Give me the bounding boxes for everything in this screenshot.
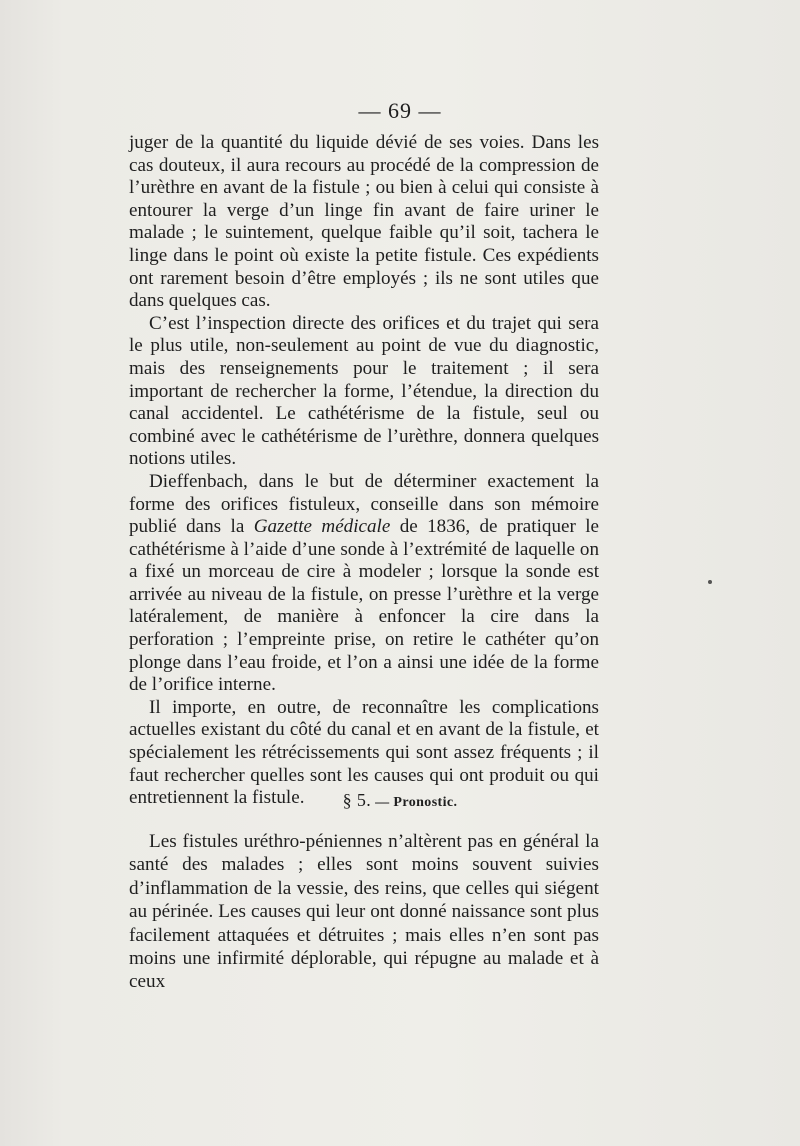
section-number: § 5. bbox=[342, 790, 372, 810]
paragraph-dieffenbach-start: Dieffenbach, dans le but de déterminer exactement la forme des orifices fistuleux, conseille dans son mémoire publié dans la bbox=[129, 470, 599, 538]
ink-speck bbox=[708, 580, 712, 584]
section-heading-prognosis bbox=[0, 790, 800, 811]
prognosis-text-block bbox=[129, 830, 599, 994]
paragraph-diagnostic-methods: juger de la quantité du liquide dévié de ses voies. Dans les cas douteux, il aura recours au procédé de la compression de l’urèthre en avant de la fistule ; ou bien à celui qui consiste à entourer la verge d’un linge fin avant de faire uriner le malade ; le suintement, quelque faible qu’il soit, tachera le linge dans le point où existe la petite fistule. Ces expédients ont rarement besoin d’être employés ; ils ne sont utiles que dans quelques cas. bbox=[129, 132, 599, 312]
paragraph-dieffenbach-method bbox=[129, 471, 599, 697]
paragraph-complications: Il importe, en outre, de reconnaître les complications actuelles existant du côté du canal et en avant de la fistule, et spécialement les rétrécissements qui sont assez fréquents ; il faut rechercher quelles sont les causes qui ont produit ou qui entretiennent la fistule. bbox=[129, 696, 599, 809]
paragraph-orifice-inspection: C’est l’inspection directe des orifices et du trajet qui sera le plus utile, non-seulement au point de vue du diagnostic, mais des renseignements pour le traitement ; il sera important de rechercher la forme, l’étendue, la direction du canal accidentel. Le cathétérisme de la fistule, seul ou combiné avec le cathétérisme de l’urèthre, donnera quelques notions utiles. bbox=[129, 312, 599, 470]
paragraph-prognosis: Les fistules uréthro-péniennes n’altèrent pas en général la santé des malades ; elles sont moins souvent suivies d’inflammation de la vessie, des reins, que celles qui siégent au périnée. Les causes qui leur ont donné naissance sont plus facilement attaquées et détruites ; mais elles n’en sont pas moins une infirmité déplorable, qui répugne au malade et à ceux bbox=[129, 831, 599, 993]
paragraph-dieffenbach-end: de 1836, de pratiquer le cathétérisme à l’aide d’une sonde à l’extrémité de laquelle on a fixé un morceau de cire à modeler ; lorsque la sonde est arrivée au niveau de la fistule, on presse l’urèthre et la verge latéralement, de manière à enfoncer la cire dans la perforation ; l’empreinte prise, on retire le cathéter qu’on plonge dans l’eau froide, et l’on a ainsi une idée de la forme de l’orifice interne. bbox=[129, 516, 599, 696]
journal-title: Gazette médicale bbox=[253, 516, 391, 538]
section-title: — Pronostic. bbox=[375, 795, 458, 810]
page-number: — 69 — bbox=[358, 98, 442, 123]
main-text-block bbox=[129, 132, 599, 810]
